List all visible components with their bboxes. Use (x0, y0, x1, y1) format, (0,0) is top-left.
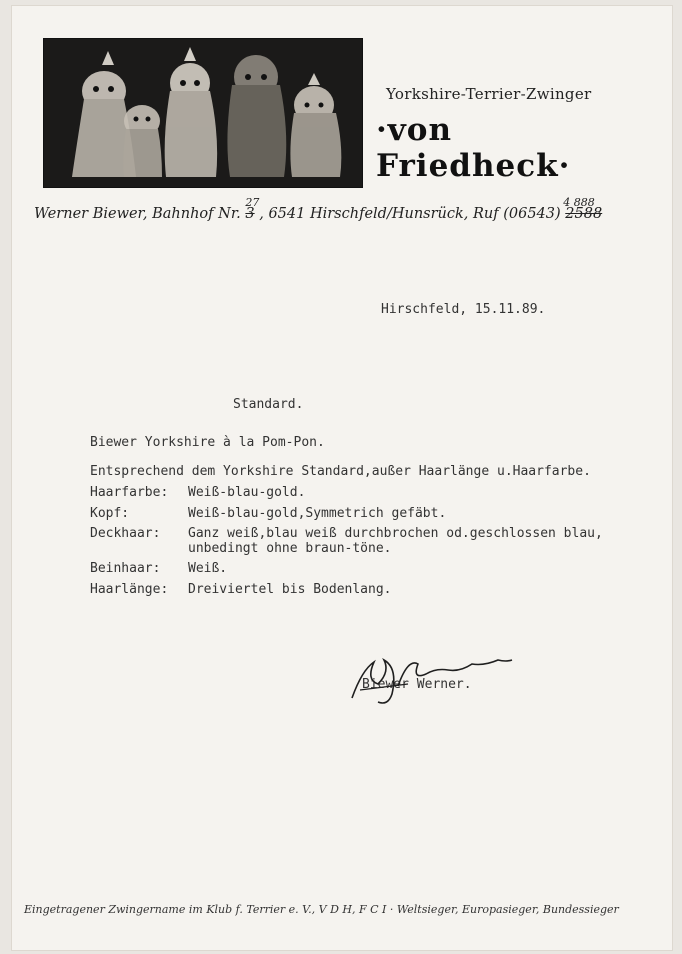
address-part-1: Werner Biewer, Bahnhof Nr. (34, 206, 241, 222)
address-line (34, 196, 634, 222)
row-value-beinhaar: Weiß. (188, 561, 228, 576)
kennel-subtitle: Yorkshire-Terrier-Zwinger (386, 85, 592, 103)
address-part-2: , 6541 Hirschfeld/Hunsrück, Ruf (06543) (259, 206, 561, 222)
letter-subject: Biewer Yorkshire à la Pom-Pon. (90, 435, 325, 450)
letter-title: Standard. (233, 397, 304, 412)
kennel-name: ·von Friedheck· (376, 112, 571, 184)
row-value-deckhaar: Ganz weiß,blau weiß durchbrochen od.geschlossen blau, (188, 526, 603, 541)
yorkshire-terriers-illustration (44, 39, 362, 187)
row-label-haarfarbe: Haarfarbe: (90, 485, 169, 500)
phone-old: 2588 (565, 206, 603, 222)
row-label-haarlaenge: Haarlänge: (90, 582, 169, 597)
footer-note: Eingetragener Zwingername im Klub f. Terrier e. V., V D H, F C I · Weltsieger, Europasieger, Bundessieger (24, 903, 619, 916)
letter-intro: Entsprechend dem Yorkshire Standard,außer Haarlänge u.Haarfarbe. (90, 464, 591, 479)
row-label-kopf: Kopf: (90, 506, 130, 521)
row-label-beinhaar: Beinhaar: (90, 561, 161, 576)
row-value-haarfarbe: Weiß-blau-gold. (188, 485, 306, 500)
row-value-haarlaenge: Dreiviertel bis Bodenlang. (188, 582, 392, 597)
signer-name: Biewer Werner. (362, 677, 472, 692)
house-number-new: 27 (245, 196, 260, 209)
row-value-kopf: Weiß-blau-gold,Symmetrich gefäbt. (188, 506, 447, 521)
row-value-deckhaar-cont: unbedingt ohne braun-töne. (188, 541, 392, 556)
handwritten-signature (338, 650, 518, 710)
house-number-old: 3 (245, 206, 255, 222)
phone-new: 4 888 (563, 196, 595, 209)
date-line: Hirschfeld, 15.11.89. (381, 302, 546, 317)
row-label-deckhaar: Deckhaar: (90, 526, 161, 541)
letterhead-photo (43, 38, 363, 188)
